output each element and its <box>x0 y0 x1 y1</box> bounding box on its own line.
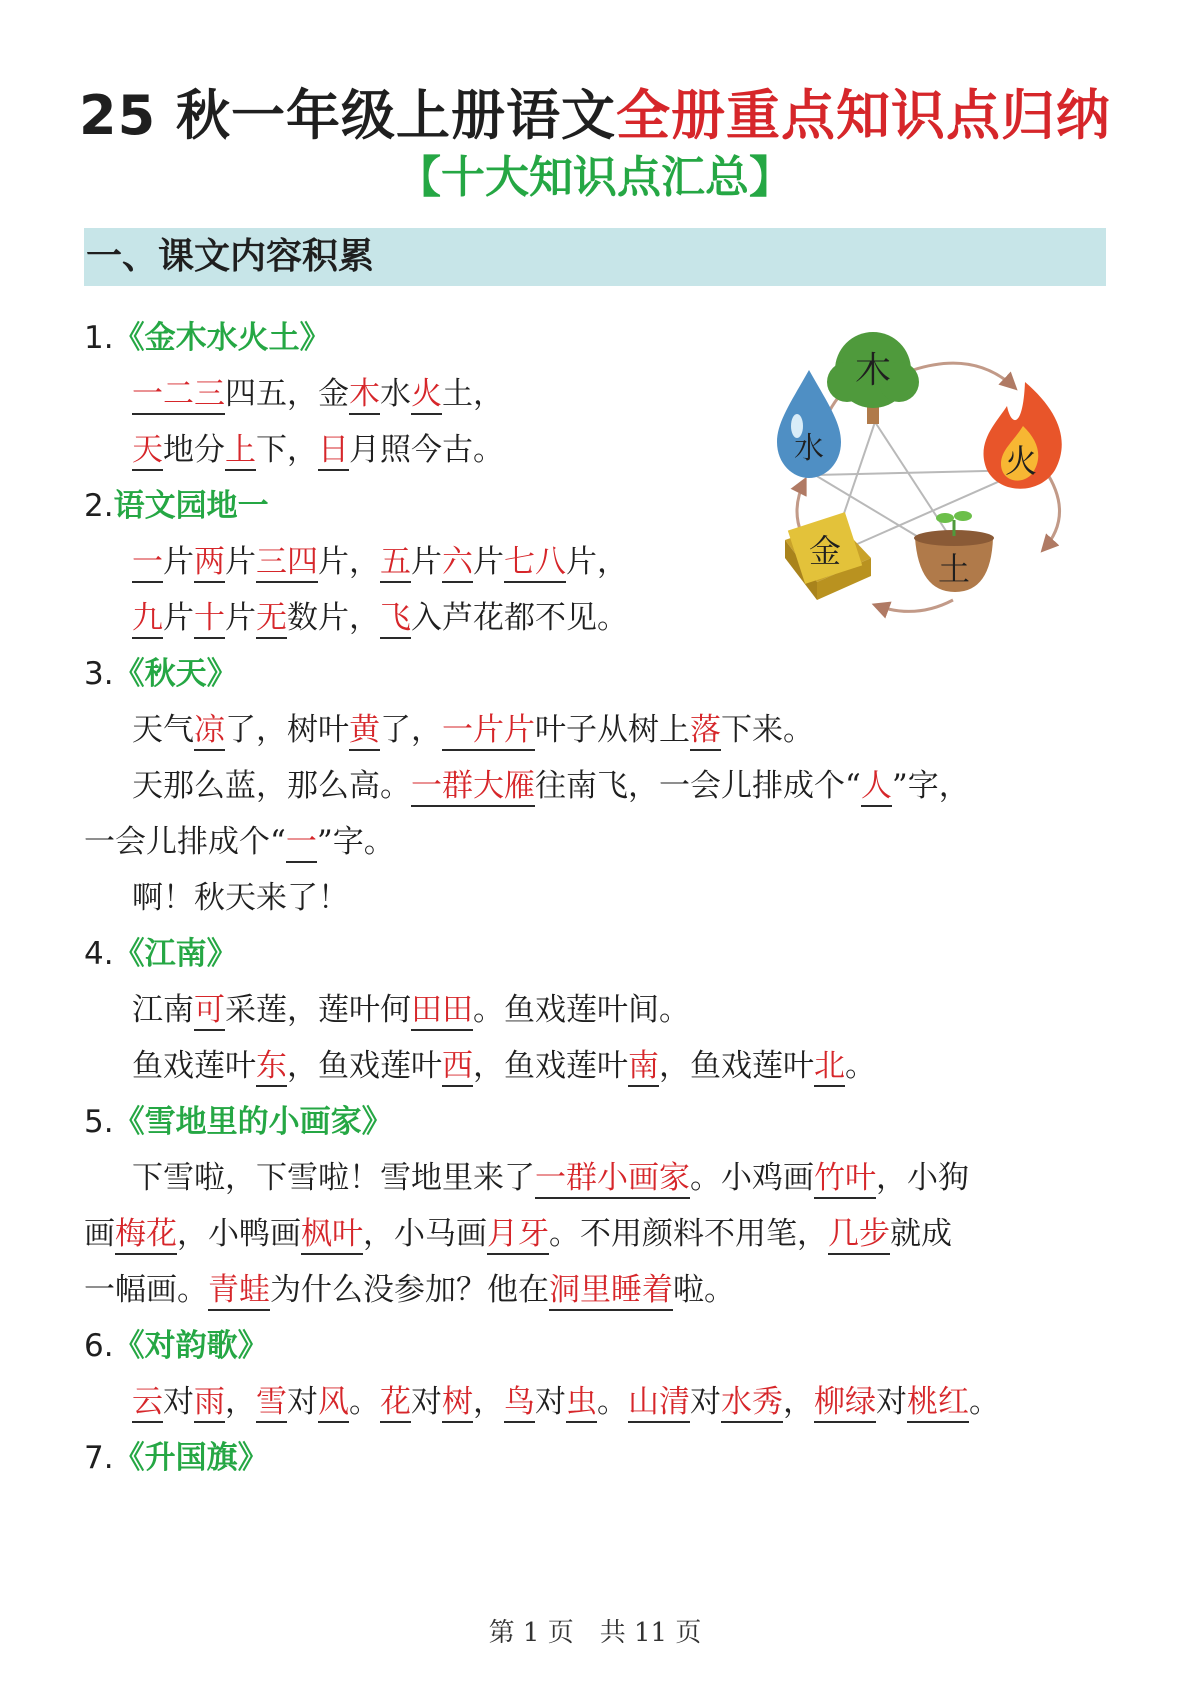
keyword: 月牙 <box>487 1216 549 1255</box>
text-run: 下来。 <box>721 712 814 748</box>
keyword: 一群小画家 <box>535 1160 690 1199</box>
lesson-line <box>132 988 690 1032</box>
text-run: 片 <box>163 600 194 636</box>
keyword: 一 <box>286 824 317 863</box>
text-run: ， <box>225 1384 256 1420</box>
page-title: 25 秋一年级上册语文全册重点知识点归纳 <box>79 84 1111 147</box>
text-run: ，小狗 <box>876 1160 969 1196</box>
lesson-heading-3: 3.《秋天》 <box>84 656 238 692</box>
earth-label: 土 <box>937 550 971 588</box>
text-run: 片 <box>225 544 256 580</box>
keyword: 天 <box>132 432 163 471</box>
keyword: 可 <box>194 992 225 1031</box>
fire-icon <box>984 382 1062 489</box>
text-run: 一幅画。 <box>84 1272 208 1308</box>
text-run: 。 <box>969 1384 1000 1420</box>
text-run: 片， <box>318 544 380 580</box>
lesson-line <box>132 1380 1000 1424</box>
lesson-line <box>132 372 504 416</box>
text-run: ，小马画 <box>363 1216 487 1252</box>
text-run: 月照今古。 <box>349 432 504 468</box>
section-title: 一、课文内容积累 <box>86 236 375 277</box>
keyword: 北 <box>814 1048 845 1087</box>
keyword: 山清 <box>628 1384 690 1423</box>
keyword: 人 <box>861 768 892 807</box>
keyword: 鸟 <box>504 1384 535 1423</box>
keyword: 七八 <box>504 544 566 583</box>
text-run: 数片， <box>287 600 380 636</box>
lesson-line <box>132 708 814 752</box>
text-run: 叶子从树上 <box>535 712 690 748</box>
keyword: 两 <box>194 544 225 583</box>
keyword: 田田 <box>411 992 473 1031</box>
lesson-line <box>84 820 395 864</box>
text-run: 。 <box>349 1384 380 1420</box>
text-run: 采莲，莲叶何 <box>225 992 411 1028</box>
text-run: 一会儿排成个“ <box>84 824 286 860</box>
fire-label: 火 <box>1004 442 1038 480</box>
text-run: 往南飞，一会儿排成个“ <box>535 768 861 804</box>
text-run: ，小鸭画 <box>177 1216 301 1252</box>
keyword: 十 <box>194 600 225 639</box>
keyword: 一片片 <box>442 712 535 751</box>
text-run: 了， <box>380 712 442 748</box>
lesson-line <box>132 540 628 584</box>
five-elements-diagram <box>775 330 1095 660</box>
keyword: 云 <box>132 1384 163 1423</box>
keyword: 木 <box>349 376 380 415</box>
keyword: 落 <box>690 712 721 751</box>
keyword: 日 <box>318 432 349 471</box>
keyword: 一 <box>132 544 163 583</box>
text-run: ”字。 <box>316 824 395 860</box>
keyword: 花 <box>380 1384 411 1423</box>
lesson-heading-2: 2.语文园地一 <box>84 488 269 524</box>
keyword: 东 <box>256 1048 287 1087</box>
keyword: 柳绿 <box>814 1384 876 1423</box>
text-run: 对 <box>163 1384 194 1420</box>
keyword: 青蛙 <box>208 1272 270 1311</box>
text-run: 片 <box>411 544 442 580</box>
lesson-heading-4: 4.《江南》 <box>84 936 238 972</box>
keyword: 雨 <box>194 1384 225 1423</box>
text-run: 。小鸡画 <box>690 1160 814 1196</box>
text-run: 片， <box>566 544 628 580</box>
keyword: 六 <box>442 544 473 583</box>
text-run: 片 <box>473 544 504 580</box>
text-run: 天那么蓝，那么高。 <box>132 768 411 804</box>
text-run: 。不用颜料不用笔， <box>549 1216 828 1252</box>
text-run: 对 <box>690 1384 721 1420</box>
text-run: 啊！秋天来了！ <box>132 880 349 916</box>
text-run: 鱼戏莲叶 <box>132 1048 256 1084</box>
text-run: 地分 <box>163 432 225 468</box>
lesson-line <box>132 876 349 920</box>
keyword: 虫 <box>566 1384 597 1423</box>
text-run: ， <box>473 1384 504 1420</box>
text-run: 对 <box>535 1384 566 1420</box>
text-run: 对 <box>876 1384 907 1420</box>
keyword: 上 <box>225 432 256 471</box>
keyword: 西 <box>442 1048 473 1087</box>
wood-icon <box>827 332 919 424</box>
wood-label: 木 <box>854 350 892 391</box>
text-run: ， <box>783 1384 814 1420</box>
text-run: 就成 <box>890 1216 952 1252</box>
text-run: 四五，金 <box>225 376 349 412</box>
keyword: 风 <box>318 1384 349 1423</box>
text-run: 土， <box>442 376 504 412</box>
water-label: 水 <box>794 431 824 466</box>
keyword: 飞 <box>380 600 411 639</box>
keyword: 黄 <box>349 712 380 751</box>
keyword: 凉 <box>194 712 225 751</box>
keyword: 梅花 <box>115 1216 177 1255</box>
keyword: 几步 <box>828 1216 890 1255</box>
metal-label: 金 <box>808 532 842 570</box>
keyword: 一二三 <box>132 376 225 415</box>
text-run: 。 <box>845 1048 876 1084</box>
lesson-heading-7: 7.《升国旗》 <box>84 1440 269 1476</box>
page-subtitle: 【十大知识点汇总】 <box>397 152 793 203</box>
earth-icon <box>914 511 994 592</box>
text-run: 。 <box>597 1384 628 1420</box>
keyword: 南 <box>628 1048 659 1087</box>
lesson-line <box>84 1212 952 1256</box>
lesson-line <box>132 428 504 472</box>
lesson-heading-5: 5.《雪地里的小画家》 <box>84 1104 393 1140</box>
text-run: ，鱼戏莲叶 <box>287 1048 442 1084</box>
text-run: 下， <box>256 432 318 468</box>
keyword: 树 <box>442 1384 473 1423</box>
keyword: 九 <box>132 600 163 639</box>
text-run: ，鱼戏莲叶 <box>659 1048 814 1084</box>
keyword: 一群大雁 <box>411 768 535 807</box>
text-run: 片 <box>163 544 194 580</box>
keyword: 洞里睡着 <box>549 1272 673 1311</box>
keyword: 三四 <box>256 544 318 583</box>
keyword: 桃红 <box>907 1384 969 1423</box>
lesson-line <box>84 1268 735 1312</box>
keyword: 竹叶 <box>814 1160 876 1199</box>
text-run: 对 <box>287 1384 318 1420</box>
page-footer: 第 1 页 共 11 页 <box>488 1618 702 1648</box>
keyword: 无 <box>256 600 287 639</box>
text-run: 了，树叶 <box>225 712 349 748</box>
keyword: 雪 <box>256 1384 287 1423</box>
lesson-line <box>132 1044 876 1088</box>
text-run: 为什么没参加？他在 <box>270 1272 549 1308</box>
text-run: 画 <box>84 1216 115 1252</box>
text-run: 水 <box>380 376 411 412</box>
keyword: 枫叶 <box>301 1216 363 1255</box>
text-run: 江南 <box>132 992 194 1028</box>
text-run: ，鱼戏莲叶 <box>473 1048 628 1084</box>
text-run: 对 <box>411 1384 442 1420</box>
text-run: 下雪啦，下雪啦！雪地里来了 <box>132 1160 535 1196</box>
lesson-heading-6: 6.《对韵歌》 <box>84 1328 269 1364</box>
text-run: 啦。 <box>673 1272 735 1308</box>
text-run: 入芦花都不见。 <box>411 600 628 636</box>
text-run: 天气 <box>132 712 194 748</box>
text-run: ”字， <box>891 768 970 804</box>
keyword: 五 <box>380 544 411 583</box>
lesson-line <box>132 1156 969 1200</box>
text-run: 片 <box>225 600 256 636</box>
text-run: 。鱼戏莲叶间。 <box>473 992 690 1028</box>
lesson-line <box>132 596 628 640</box>
keyword: 火 <box>411 376 442 415</box>
lesson-line <box>132 764 970 808</box>
lesson-heading-1: 1.《金木水火土》 <box>84 320 331 356</box>
keyword: 水秀 <box>721 1384 783 1423</box>
